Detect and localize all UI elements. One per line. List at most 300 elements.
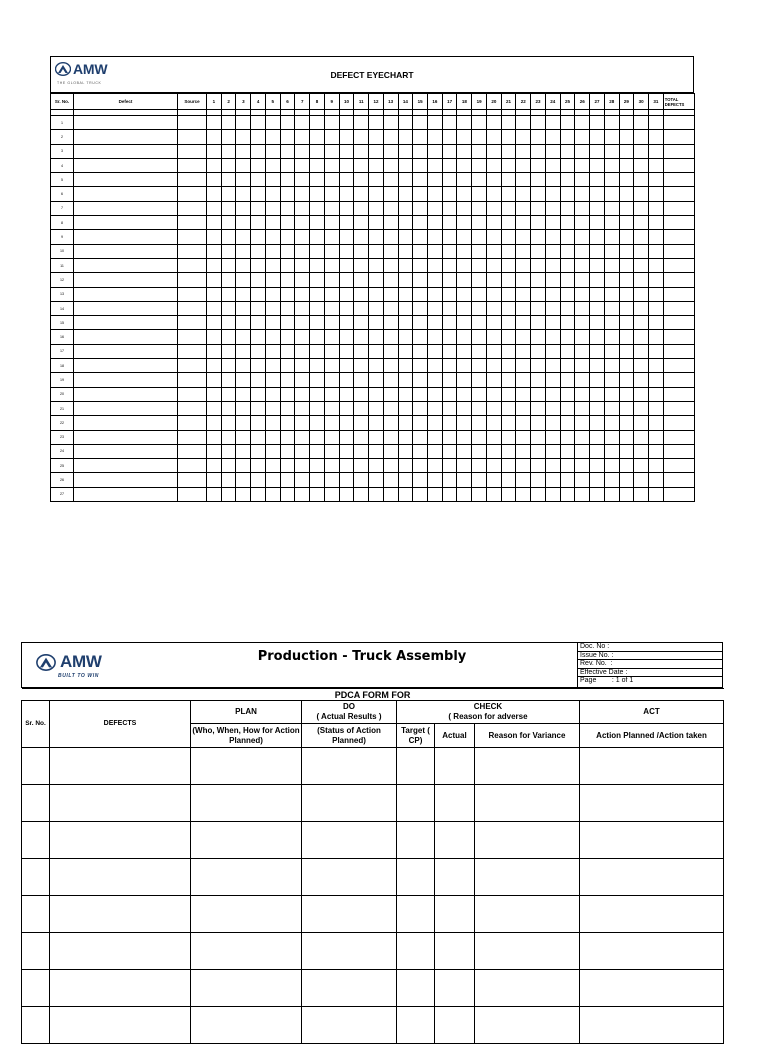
table-cell [207,201,222,215]
table-cell [590,144,605,158]
table-cell [221,444,236,458]
table-cell [265,216,280,230]
table-cell [516,158,531,172]
table-cell [251,416,266,430]
table-cell [501,216,516,230]
row-number: 18 [51,359,74,373]
table-cell [383,487,398,501]
table-cell [369,459,384,473]
table-cell [619,344,634,358]
table-cell [604,330,619,344]
table-cell [457,330,472,344]
table-cell [604,373,619,387]
table-cell [207,344,222,358]
table-cell [280,230,295,244]
table-cell [472,330,487,344]
table-cell [634,316,649,330]
table-cell [634,444,649,458]
table-cell [398,301,413,315]
table-cell [265,330,280,344]
table-cell [324,187,339,201]
table-cell [575,430,590,444]
table-cell [472,216,487,230]
table-cell [475,1007,580,1044]
table-cell [354,444,369,458]
day-header: 14 [398,94,413,110]
table-cell [516,173,531,187]
table-cell [22,748,50,785]
table-cell [428,258,443,272]
table-cell [221,258,236,272]
table-cell [236,416,251,430]
table-cell [398,487,413,501]
table-cell [280,258,295,272]
table-row [51,444,695,458]
table-cell [50,970,191,1007]
table-cell [475,822,580,859]
row-number: 27 [51,487,74,501]
table-cell [295,430,310,444]
table-cell [634,244,649,258]
table-cell [265,287,280,301]
table-cell [369,187,384,201]
table-cell [501,173,516,187]
table-cell [383,144,398,158]
table-cell [295,173,310,187]
table-cell [207,173,222,187]
table-row [22,1007,724,1044]
table-cell [649,130,664,144]
table-cell [324,416,339,430]
table-cell [236,116,251,130]
table-cell [207,473,222,487]
table-cell [302,933,397,970]
table-cell [302,970,397,1007]
table-cell [236,459,251,473]
table-cell [486,401,501,415]
table-cell [339,273,354,287]
day-header: 25 [560,94,575,110]
table-cell [649,373,664,387]
table-cell [560,301,575,315]
table-cell [74,301,178,315]
table-cell [265,316,280,330]
table-cell [22,970,50,1007]
table-cell [413,330,428,344]
table-cell [663,130,694,144]
table-cell [398,430,413,444]
table-cell [580,822,724,859]
day-header: 15 [413,94,428,110]
row-number: 2 [51,130,74,144]
table-cell [634,216,649,230]
table-cell [397,896,435,933]
table-cell [501,273,516,287]
table-cell [531,230,546,244]
day-header: 31 [649,94,664,110]
table-cell [280,444,295,458]
table-cell [435,933,475,970]
table-cell [74,473,178,487]
table-cell [221,359,236,373]
pdca-header [21,642,723,688]
table-cell [251,359,266,373]
table-cell [545,459,560,473]
table-cell [74,130,178,144]
table-cell [383,287,398,301]
table-cell [475,933,580,970]
table-cell [580,748,724,785]
table-cell [442,187,457,201]
table-cell [634,258,649,272]
table-cell [560,244,575,258]
brand-tagline: BUILT TO WIN [58,673,99,679]
table-cell [501,130,516,144]
table-cell [295,301,310,315]
table-cell [649,359,664,373]
table-cell [369,401,384,415]
table-row [22,748,724,785]
table-cell [413,201,428,215]
table-cell [413,359,428,373]
table-cell [649,173,664,187]
table-cell [486,459,501,473]
table-cell [236,130,251,144]
table-cell [236,359,251,373]
table-cell [604,316,619,330]
table-cell [501,244,516,258]
table-row [51,201,695,215]
table-cell [178,116,207,130]
table-cell [295,373,310,387]
table-cell [486,130,501,144]
table-cell [413,473,428,487]
table-cell [324,330,339,344]
table-cell [178,444,207,458]
table-cell [575,487,590,501]
table-cell [457,373,472,387]
table-cell [486,473,501,487]
table-cell [486,330,501,344]
table-cell [516,373,531,387]
table-cell [339,316,354,330]
table-cell [324,373,339,387]
table-cell [472,258,487,272]
table-cell [428,230,443,244]
table-cell [74,373,178,387]
brand-name: AMW [60,652,102,671]
table-cell [442,287,457,301]
plan-header: PLAN [191,701,302,724]
table-cell [339,158,354,172]
day-header: 5 [265,94,280,110]
table-cell [251,244,266,258]
table-cell [575,344,590,358]
table-row [22,933,724,970]
table-cell [590,116,605,130]
do-header: DO ( Actual Results ) [302,701,397,724]
table-cell [590,244,605,258]
table-cell [619,258,634,272]
table-cell [435,1007,475,1044]
table-cell [265,387,280,401]
table-cell [545,144,560,158]
table-cell [501,330,516,344]
table-cell [74,216,178,230]
table-cell [221,287,236,301]
table-cell [295,244,310,258]
table-cell [310,430,325,444]
table-cell [516,144,531,158]
table-cell [435,822,475,859]
day-header: 13 [383,94,398,110]
table-cell [663,330,694,344]
table-cell [575,130,590,144]
table-cell [50,785,191,822]
table-cell [442,401,457,415]
table-cell [354,187,369,201]
table-cell [604,487,619,501]
table-cell [428,344,443,358]
table-row [22,859,724,896]
table-cell [619,387,634,401]
table-cell [619,216,634,230]
table-cell [590,473,605,487]
table-cell [178,216,207,230]
table-cell [501,258,516,272]
table-cell [604,301,619,315]
table-cell [457,258,472,272]
table-cell [398,173,413,187]
table-cell [398,273,413,287]
table-cell [545,430,560,444]
table-cell [472,473,487,487]
table-cell [397,970,435,1007]
table-cell [178,373,207,387]
table-cell [280,301,295,315]
table-cell [531,301,546,315]
table-cell [398,187,413,201]
table-cell [590,387,605,401]
table-row [51,244,695,258]
table-cell [236,201,251,215]
table-cell [531,316,546,330]
table-cell [302,822,397,859]
table-cell [369,387,384,401]
table-cell [501,387,516,401]
table-cell [369,244,384,258]
table-cell [221,130,236,144]
table-cell [580,1007,724,1044]
table-cell [516,344,531,358]
table-cell [663,316,694,330]
row-number: 11 [51,258,74,272]
table-cell [178,330,207,344]
table-row [51,273,695,287]
table-cell [207,301,222,315]
table-row [51,230,695,244]
table-cell [486,301,501,315]
table-cell [486,430,501,444]
table-cell [178,158,207,172]
table-cell [191,933,302,970]
table-cell [413,216,428,230]
day-header: 30 [634,94,649,110]
table-cell [339,258,354,272]
table-cell [339,373,354,387]
table-cell [50,896,191,933]
row-number: 22 [51,416,74,430]
table-cell [472,373,487,387]
table-cell [590,158,605,172]
table-cell [516,487,531,501]
table-cell [457,401,472,415]
table-cell [339,244,354,258]
table-cell [575,416,590,430]
table-cell [501,316,516,330]
form-for-label: PDCA FORM FOR [22,689,724,701]
day-header: 6 [280,94,295,110]
eyechart-table [50,93,695,502]
table-cell [663,116,694,130]
table-cell [560,187,575,201]
table-cell [383,273,398,287]
table-cell [590,287,605,301]
table-cell [339,216,354,230]
table-cell [472,444,487,458]
table-cell [310,144,325,158]
table-cell [236,216,251,230]
table-cell [398,216,413,230]
table-cell [236,301,251,315]
table-cell [413,130,428,144]
table-cell [324,387,339,401]
table-cell [457,116,472,130]
table-cell [369,430,384,444]
table-cell [398,344,413,358]
table-cell [354,158,369,172]
table-cell [501,401,516,415]
sr-no-header: Sr. No. [51,94,74,110]
table-cell [207,230,222,244]
table-cell [280,201,295,215]
table-cell [339,344,354,358]
table-cell [516,130,531,144]
table-cell [369,158,384,172]
table-cell [413,273,428,287]
table-cell [265,301,280,315]
table-cell [560,316,575,330]
row-number: 13 [51,287,74,301]
table-cell [369,216,384,230]
table-cell [178,244,207,258]
table-cell [531,459,546,473]
table-cell [339,416,354,430]
table-cell [442,416,457,430]
table-cell [339,459,354,473]
table-cell [663,244,694,258]
table-cell [221,416,236,430]
table-cell [560,230,575,244]
table-cell [457,216,472,230]
table-row [22,970,724,1007]
table-cell [560,173,575,187]
table-cell [619,416,634,430]
day-header: 19 [472,94,487,110]
total-defects-header: TOTAL DEFECTS [663,94,694,110]
table-cell [280,430,295,444]
table-cell [236,373,251,387]
table-cell [251,444,266,458]
table-cell [442,273,457,287]
table-cell [472,301,487,315]
amw-mark-icon [36,654,56,671]
table-row [51,416,695,430]
table-cell [354,244,369,258]
table-cell [580,859,724,896]
table-row [51,387,695,401]
table-cell [265,187,280,201]
table-cell [251,473,266,487]
row-number: 9 [51,230,74,244]
table-cell [590,201,605,215]
row-number: 4 [51,158,74,172]
table-cell [457,416,472,430]
table-cell [324,401,339,415]
table-cell [221,116,236,130]
table-cell [295,258,310,272]
table-cell [486,216,501,230]
table-cell [221,473,236,487]
table-cell [634,330,649,344]
table-cell [339,201,354,215]
table-cell [604,158,619,172]
table-cell [280,416,295,430]
table-cell [413,158,428,172]
table-cell [560,273,575,287]
table-cell [560,487,575,501]
table-cell [50,748,191,785]
table-cell [590,444,605,458]
table-cell [324,144,339,158]
table-cell [531,359,546,373]
table-cell [191,822,302,859]
table-cell [74,287,178,301]
table-cell [265,430,280,444]
table-cell [397,748,435,785]
table-cell [207,359,222,373]
table-cell [472,173,487,187]
row-number: 20 [51,387,74,401]
table-cell [295,359,310,373]
table-cell [339,430,354,444]
table-cell [310,373,325,387]
table-cell [545,416,560,430]
table-cell [516,244,531,258]
table-cell [545,301,560,315]
table-cell [295,459,310,473]
table-cell [663,273,694,287]
table-cell [280,273,295,287]
table-cell [501,487,516,501]
day-header: 22 [516,94,531,110]
table-cell [649,459,664,473]
table-cell [221,430,236,444]
table-cell [516,473,531,487]
table-cell [221,201,236,215]
table-cell [280,130,295,144]
table-cell [649,344,664,358]
